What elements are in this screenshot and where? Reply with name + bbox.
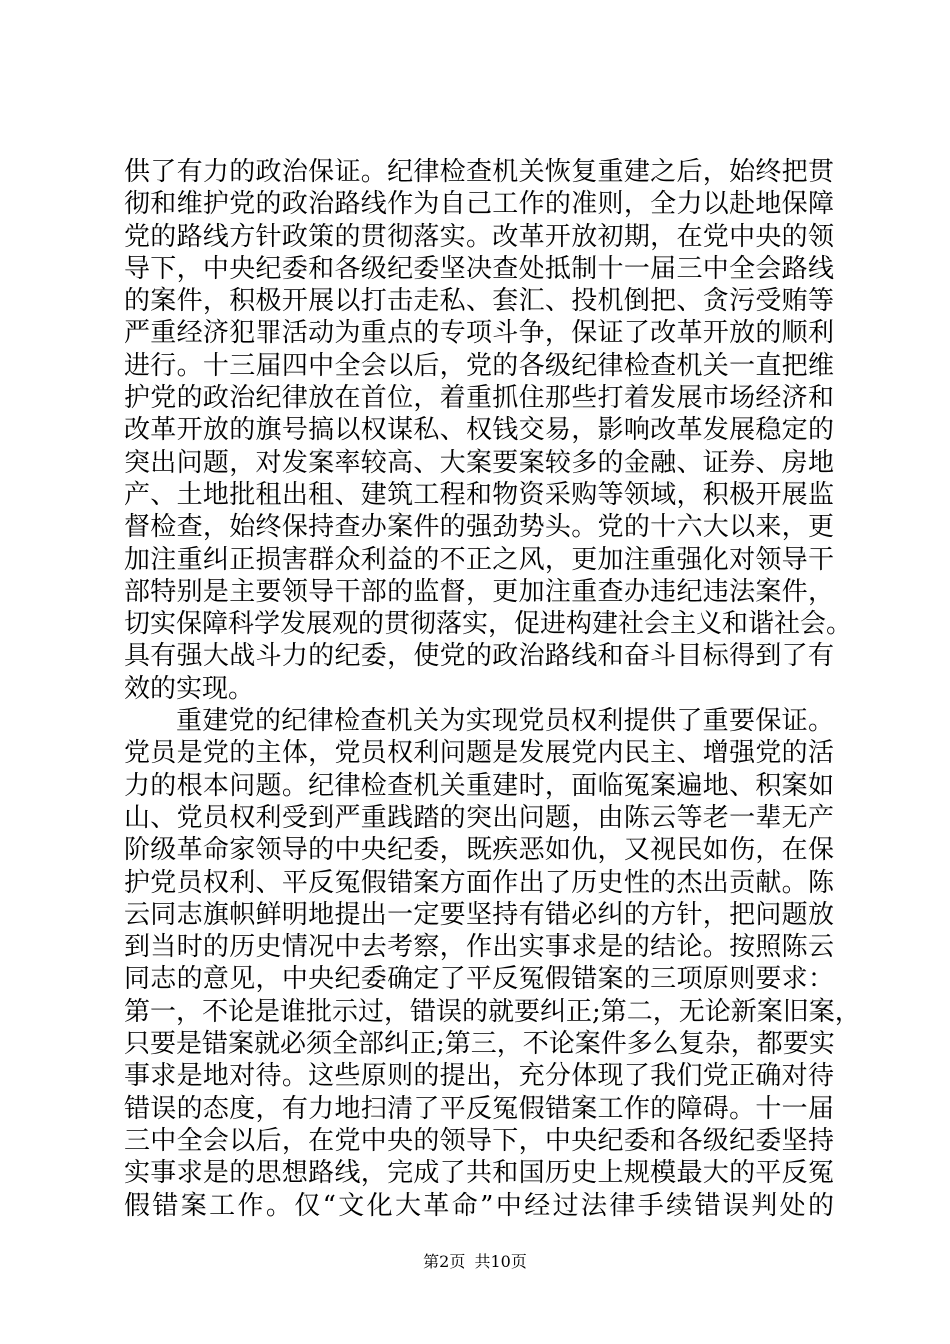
text-line: 错误的态度，有力地扫清了平反冤假错案工作的障碍。十一届 xyxy=(124,1093,834,1124)
text-line: 严重经济犯罪活动为重点的专项斗争，保证了改革开放的顺利 xyxy=(124,318,834,349)
text-line: 彻和维护党的政治路线作为自己工作的准则，全力以赴地保障 xyxy=(124,189,834,220)
text-line: 护党的政治纪律放在首位，着重抓住那些打着发展市场经济和 xyxy=(124,383,834,414)
text-line: 三中全会以后，在党中央的领导下，中央纪委和各级纪委坚持 xyxy=(124,1125,834,1156)
text-line: 的案件，积极开展以打击走私、套汇、投机倒把、贪污受贿等 xyxy=(124,286,834,317)
text-line: 到当时的历史情况中去考察，作出实事求是的结论。按照陈云 xyxy=(124,932,834,963)
text-line: 加注重纠正损害群众利益的不正之风，更加注重强化对领导干 xyxy=(124,544,834,575)
page-footer xyxy=(0,1252,950,1272)
text-line: 供了有力的政治保证。纪律检查机关恢复重建之后，始终把贯 xyxy=(124,157,834,187)
text-line: 云同志旗帜鲜明地提出一定要坚持有错必纠的方针，把问题放 xyxy=(124,899,834,930)
text-line: 事求是地对待。这些原则的提出，充分体现了我们党正确对待 xyxy=(124,1061,834,1092)
text-line: 力的根本问题。纪律检查机关重建时，面临冤案遍地、积案如 xyxy=(124,770,834,801)
text-line: 督检查，始终保持查办案件的强劲势头。党的十六大以来，更 xyxy=(124,512,834,543)
text-line: 效的实现。 xyxy=(124,673,255,704)
text-line: 党员是党的主体，党员权利问题是发展党内民主、增强党的活 xyxy=(124,738,834,769)
text-line: 实事求是的思想路线，完成了共和国历史上规模最大的平反冤 xyxy=(124,1158,834,1189)
text-line: 部特别是主要领导干部的监督，更加注重查办违纪违法案件， xyxy=(124,576,834,607)
text-line: 导下，中央纪委和各级纪委坚决查处抵制十一届三中全会路线 xyxy=(124,253,834,284)
text-line: 党的路线方针政策的贯彻落实。改革开放初期，在党中央的领 xyxy=(124,221,834,252)
text-line: 重建党的纪律检查机关为实现党员权利提供了重要保证。 xyxy=(176,706,834,737)
text-line: 突出问题，对发案率较高、大案要案较多的金融、证券、房地 xyxy=(124,447,834,478)
text-line: 第一，不论是谁批示过，错误的就要纠正;第二，无论新案旧案， xyxy=(124,996,861,1027)
text-line: 阶级革命家领导的中央纪委，既疾恶如仇，又视民如伤，在保 xyxy=(124,835,834,866)
text-line: 具有强大战斗力的纪委，使党的政治路线和奋斗目标得到了有 xyxy=(124,641,834,672)
text-line: 进行。十三届四中全会以后，党的各级纪律检查机关一直把维 xyxy=(124,350,834,381)
text-line: 同志的意见，中央纪委确定了平反冤假错案的三项原则要求： xyxy=(124,964,834,995)
text-line: 山、党员权利受到严重践踏的突出问题，由陈云等老一辈无产 xyxy=(124,802,834,833)
text-line: 改革开放的旗号搞以权谋私、权钱交易，影响改革发展稳定的 xyxy=(124,415,834,446)
text-line: 切实保障科学发展观的贯彻落实，促进构建社会主义和谐社会。 xyxy=(124,609,853,640)
document-body xyxy=(124,156,861,1222)
page-number: 第2页 xyxy=(423,1252,466,1271)
text-line: 产、土地批租出租、建筑工程和物资采购等领域，积极开展监 xyxy=(124,479,834,510)
text-line: 假错案工作。仅“文化大革命”中经过法律手续错误判处的 xyxy=(124,1190,834,1221)
text-line: 只要是错案就必须全部纠正;第三，不论案件多么复杂，都要实 xyxy=(124,1029,835,1060)
text-line: 护党员权利、平反冤假错案方面作出了历史性的杰出贡献。陈 xyxy=(124,867,834,898)
page-total: 共10页 xyxy=(474,1252,527,1271)
